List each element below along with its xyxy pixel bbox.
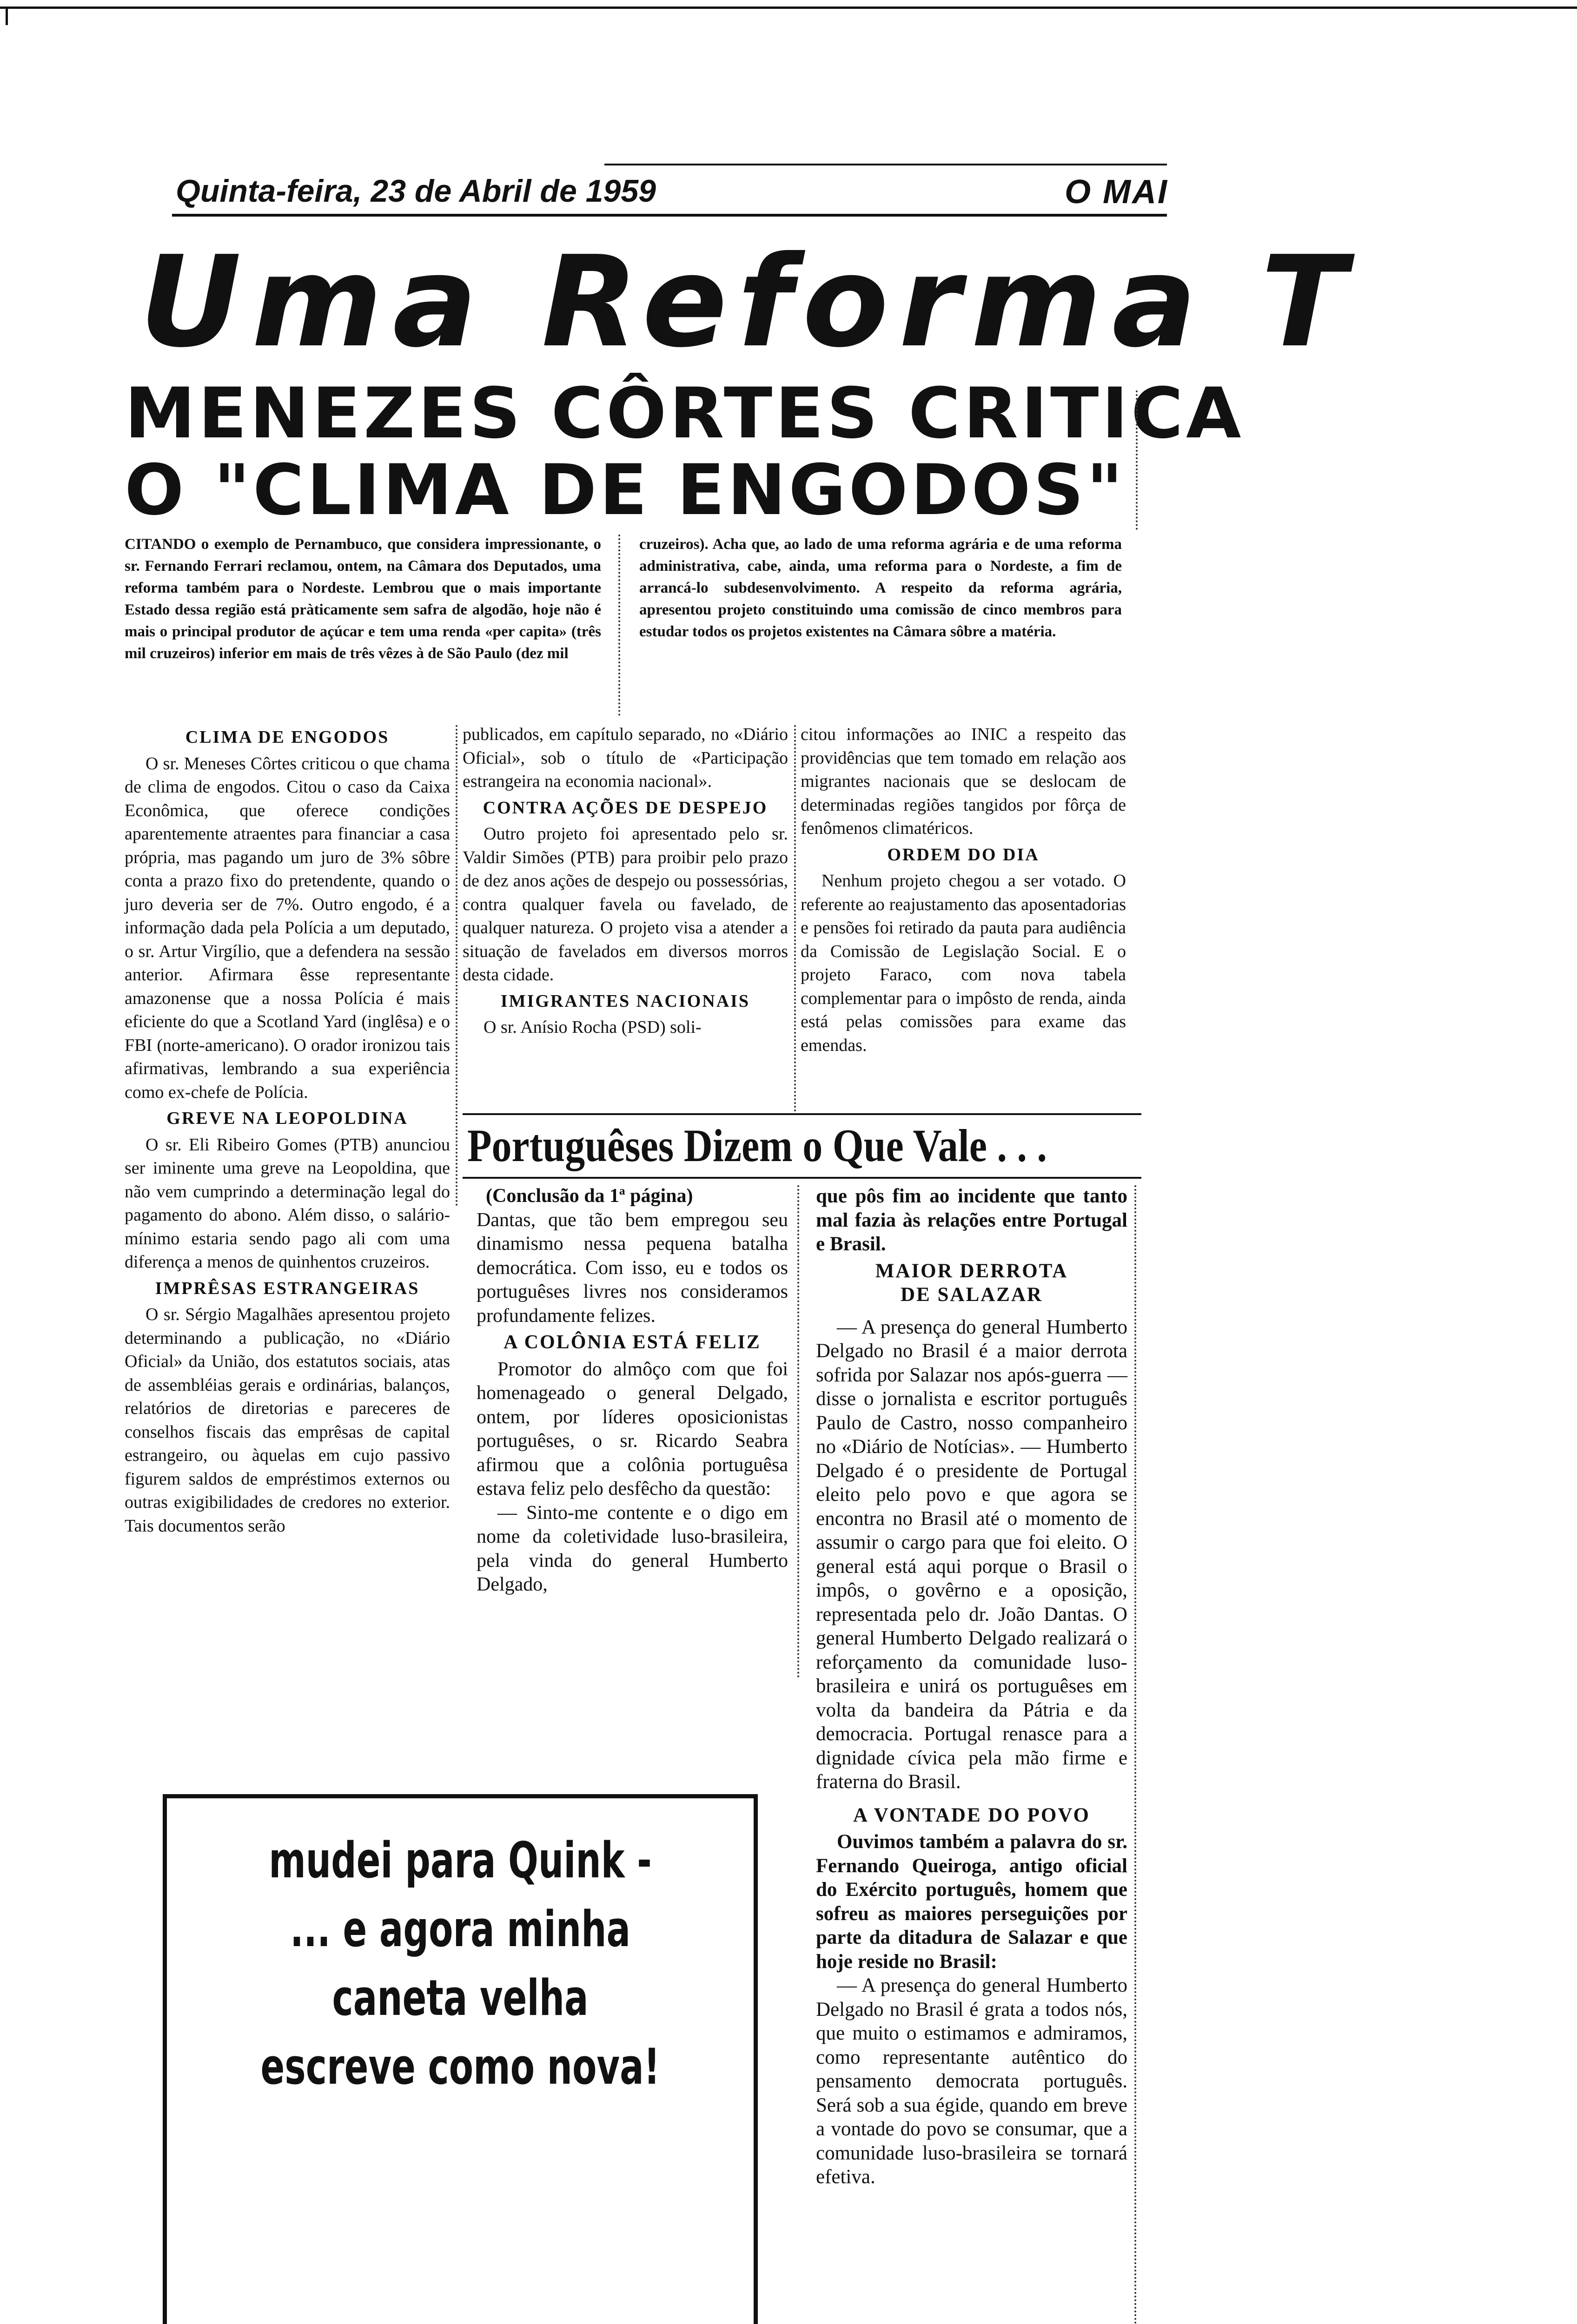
header-rule	[172, 214, 1167, 217]
second-col-divider	[797, 1185, 799, 1678]
second-headline: Portuguêses Dizem o Que Vale . . .	[467, 1120, 1047, 1171]
paragraph-greve: O sr. Eli Ribeiro Gomes (PTB) anunciou ser iminente uma greve na Leopoldina, que não vem cumprindo a determinação legal do pagamento do abono. Além disso, o salário-mínimo estaria sendo pago ali com uma diferença a menos de quinhentos cruzeiros.	[125, 1135, 450, 1272]
paragraph-promotor: Promotor do almôço com que foi homenageado o general Delgado, ontem, por líderes oposicionistas portuguêses, o sr. Ricardo Seabra afirmou que a colônia portuguêsa estava feliz pelo desfêcho da questão:	[477, 1358, 788, 1499]
ad-line-2: ... e agora minha	[290, 1901, 631, 1958]
ad-line-4: escreve como nova!	[260, 2038, 660, 2095]
paragraph-empresas: O sr. Sérgio Magalhães apresentou projeto determinando a publicação, no «Diário Oficial» da União, dos estatutos sociais, atas de assembléias gerais e ordinárias, balanços, relatórios de diretorias e pareceres de conselhos fiscais das emprêsas de capital estrangeiro, ou àquelas em cujo passivo figurem saldos de empréstimos externos ou outras exigibilidades de credores no exterior. Tais documentos serão	[125, 1305, 450, 1536]
subhead-imigrantes: IMIGRANTES NACIONAIS	[500, 991, 750, 1011]
headline-right-rule	[1136, 390, 1138, 530]
main-headline-1: MENEZES CÔRTES CRITICA	[125, 373, 1244, 454]
quink-advertisement	[163, 1794, 758, 2324]
paragraph-despejo: Outro projeto foi apresentado pelo sr. Valdir Simões (PTB) para proibir pelo prazo de dez anos ações de despejo ou possessórias, contra qualquer favela ou favelado, de qualquer natureza. O projeto visa a atender a situação de favelados em diversos morros desta cidade.	[463, 824, 788, 984]
paragraph-presenca: — A presença do general Humberto Delgado no Brasil é a maior derrota sofrida por Salazar nos após-guerra — disse o jornalista e escritor português Paulo de Castro, nosso companheiro no «Diário de Notícias». — Humberto Delgado é o presidente de Portugal eleito pelo povo e que agora se encontra no Brasil até o momento de assumir o cargo para que foi eleito. O general está aqui porque o Brasil o impôs, o govêrno e a oposição, representada pelo dr. João Dantas. O general Humberto Delgado realizará o reforçamento da comunidade luso-brasileira e unirá os portuguêses em volta da bandeira da Pátria e da democracia. Portugal renasce para a dignidade cívica pela mão firme e fraterna do Brasil.	[816, 1316, 1127, 1793]
second-article-bottom-rule	[463, 1177, 1141, 1179]
second-article-top-rule	[463, 1113, 1141, 1115]
paragraph-ordem-do-dia: Nenhum projeto chegou a ser votado. O referente ao reajustamento das aposentadorias e pensões foi retirado da pauta para audiência da Comissão de Legislação Social. E o projeto Faraco, com nova tabela complementar para o impôsto de renda, ainda está pelas comissões para exame das emendas.	[801, 871, 1126, 1055]
header-rule-top	[604, 164, 1167, 165]
continuation-note: (Conclusão da 1ª página)	[486, 1185, 693, 1207]
paragraph-publicados: publicados, em capítulo separado, no «Diário Oficial», sob o título de «Participação estrangeira na economia nacional».	[463, 725, 788, 791]
date-line: Quinta-feira, 23 de Abril de 1959	[176, 173, 656, 209]
ad-line-1: mudei para Quink -	[269, 1832, 652, 1889]
subhead-clima: CLIMA DE ENGODOS	[185, 727, 390, 747]
main-headline-2: O "CLIMA DE ENGODOS"	[125, 450, 1126, 531]
subhead-ordem-do-dia: ORDEM DO DIA	[887, 845, 1040, 865]
lead-column-2	[639, 534, 1122, 643]
subhead-colonia: A COLÔNIA ESTÁ FELIZ	[504, 1332, 761, 1353]
subhead-despejo: CONTRA AÇÕES DE DESPEJO	[483, 798, 768, 818]
lead-column-1	[125, 534, 601, 665]
subhead-greve: GREVE NA LEOPOLDINA	[166, 1109, 408, 1128]
paragraph-inic: citou informações ao INIC a respeito das providências que tem tomado em relação aos migrantes nacionais que se deslocam de determinadas regiões tangidos por fôrça de fenômenos climatéricos.	[801, 725, 1126, 838]
main-col-divider-2	[794, 725, 796, 1116]
second-column-2	[816, 1184, 1127, 2189]
masthead: O MAI	[1065, 173, 1168, 211]
subhead-maior-derrota: MAIOR DERROTA	[875, 1260, 1068, 1282]
paragraph-clima: O sr. Meneses Côrtes criticou o que chama de clima de engodos. Citou o caso da Caixa Econômica, que oferece condições aparentemente atraentes para financiar a casa própria, mas pagando um juro de 3% sôbre conta a prazo fixo do pretendente, quando o juro deveria ser de 7%. Outro engodo, é a informação dada pela Polícia a um deputado, o sr. Artur Virgílio, que a defendera na sessão anterior. Afirmara êsse representante amazonense que a nossa Polícia é mais eficiente do que a Scotland Yard (inglêsa) e o FBI (norte-americano). O orador ironizou tais afirmativas, lembrando a sua experiência como ex-chefe de Polícia.	[125, 753, 450, 1102]
main-col-divider-1	[456, 725, 457, 1206]
lead-paragraph-2: cruzeiros). Acha que, ao lado de uma reforma agrária e de uma reforma administrativa, cabe, ainda, uma reforma para o Nordeste, a fim de arrancá-lo subdesenvolvimento. A respeito da reforma agrária, apresentou projeto constituindo uma comissão de cinco membros para estudar todos os projetos existentes na Câmara sôbre a matéria.	[639, 536, 1122, 640]
ad-line-3: caneta velha	[332, 1969, 589, 2027]
paragraph-grata: — A presença do general Humberto Delgado no Brasil é grata a todos nós, que muito o estimamos e admiramos, como representante autêntico do pensamento democrata português. Será sob a sua égide, quando em breve a vontade do povo se consumar, que a comunidade luso-brasileira se tornará efetiva.	[816, 1974, 1127, 2188]
paragraph-relacoes: que pôs fim ao incidente que tanto mal fazia às relações entre Portugal e Brasil.	[816, 1185, 1127, 1255]
main-column-3	[801, 723, 1126, 1057]
subhead-vontade: A VONTADE DO POVO	[853, 1804, 1090, 1826]
subhead-empresas: IMPRÊSAS ESTRANGEIRAS	[155, 1278, 420, 1298]
paragraph-dantas: Dantas, que tão bem empregou seu dinamismo nessa pequena batalha democrática. Com isso, eu e todos os portuguêses livres nos consideramos profundamente felizes.	[477, 1209, 788, 1327]
paragraph-queiroga: Ouvimos também a palavra do sr. Fernando Queiroga, antigo oficial do Exército português, homem que sofreu as maiores perseguições por parte da ditadura de Salazar e que hoje reside no Brasil:	[816, 1831, 1127, 1973]
main-column-2	[463, 723, 788, 1039]
pen-nib-illustration	[167, 1798, 754, 2324]
paragraph-sinto-me: — Sinto-me contente e o digo em nome da coletividade luso-brasileira, pela vinda do general Humberto Delgado,	[477, 1502, 788, 1595]
banner-headline: Uma Reforma T	[139, 229, 1357, 375]
second-column-1	[477, 1184, 788, 1597]
main-column-1	[125, 723, 450, 1538]
page-top-rule	[0, 7, 1577, 9]
subhead-de-salazar: DE SALAZAR	[901, 1284, 1043, 1306]
lead-paragraph-1: CITANDO o exemplo de Pernambuco, que considera impressionante, o sr. Fernando Ferrari reclamou, ontem, na Câmara dos Deputados, uma reforma também para o Nordeste. Lembrou que o mais importante Estado dessa região está pràticamente sem safra de algodão, hoje não é mais o principal produtor de açúcar e tem uma renda «per capita» (três mil cruzeiros) inferior em mais de três vêzes à de São Paulo (dez mil	[125, 536, 601, 662]
page-left-rule	[6, 7, 8, 25]
lead-column-divider	[618, 535, 620, 716]
right-edge-rule	[1134, 1185, 1136, 2324]
paragraph-imigrantes: O sr. Anísio Rocha (PSD) soli-	[484, 1017, 702, 1037]
